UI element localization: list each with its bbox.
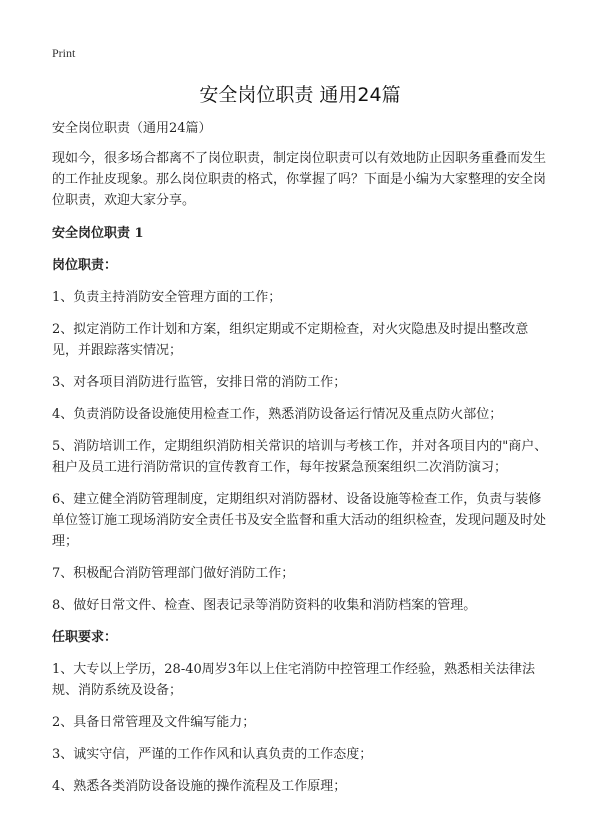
print-link[interactable]: Print	[52, 46, 76, 60]
requirements-heading: 任职要求：	[52, 630, 118, 645]
duty-item-6: 6、建立健全消防管理制度，定期组织对消防器材、设备设施等检查工作，负责与装修单位签订施工现场消防安全责任书及安全监督和重大活动的组织检查，发现问题及时处理；	[52, 492, 547, 549]
document-body	[52, 118, 552, 808]
intro-paragraph: 现如今，很多场合都离不了岗位职责，制定岗位职责可以有效地防止因职务重叠而发生的工作扯皮现象。那么岗位职责的格式，你掌握了吗？下面是小编为大家整理的安全岗位职责，欢迎大家分享。	[52, 151, 547, 208]
duty-item-2: 2、拟定消防工作计划和方案，组织定期或不定期检查，对火灾隐患及时提出整改意见，并跟踪落实情况；	[52, 322, 529, 358]
requirement-item-4: 4、熟悉各类消防设备设施的操作流程及工作原理；	[52, 779, 347, 794]
duty-item-3: 3、对各项目消防进行监管，安排日常的消防工作；	[52, 375, 347, 390]
duty-item-8: 8、做好日常文件、检查、图表记录等消防资料的收集和消防档案的管理。	[52, 598, 477, 613]
requirement-item-1: 1、大专以上学历，28-40周岁3年以上住宅消防中控管理工作经验，熟悉相关法律法规、消防系统及设备；	[52, 662, 536, 698]
section-1-title: 安全岗位职责 1	[52, 226, 144, 241]
duty-item-4: 4、负责消防设备设施使用检查工作，熟悉消防设备运行情况及重点防火部位；	[52, 407, 503, 422]
duties-heading: 岗位职责：	[52, 258, 118, 273]
document-title: 安全岗位职责 通用24篇	[199, 84, 401, 106]
document-subtitle: 安全岗位职责（通用24篇）	[52, 121, 212, 136]
duty-item-1: 1、负责主持消防安全管理方面的工作；	[52, 290, 282, 305]
requirement-item-2: 2、具备日常管理及文件编写能力；	[52, 715, 256, 730]
duty-item-5: 5、消防培训工作，定期组织消防相关常识的培训与考核工作，并对各项目内的"商户、租户及员工进行消防常识的宣传教育工作，每年按紧急预案组织二次消防演习；	[52, 439, 548, 475]
duty-item-7: 7、积极配合消防管理部门做好消防工作；	[52, 566, 295, 581]
requirement-item-3: 3、诚实守信，严谨的工作作风和认真负责的工作态度；	[52, 747, 373, 762]
